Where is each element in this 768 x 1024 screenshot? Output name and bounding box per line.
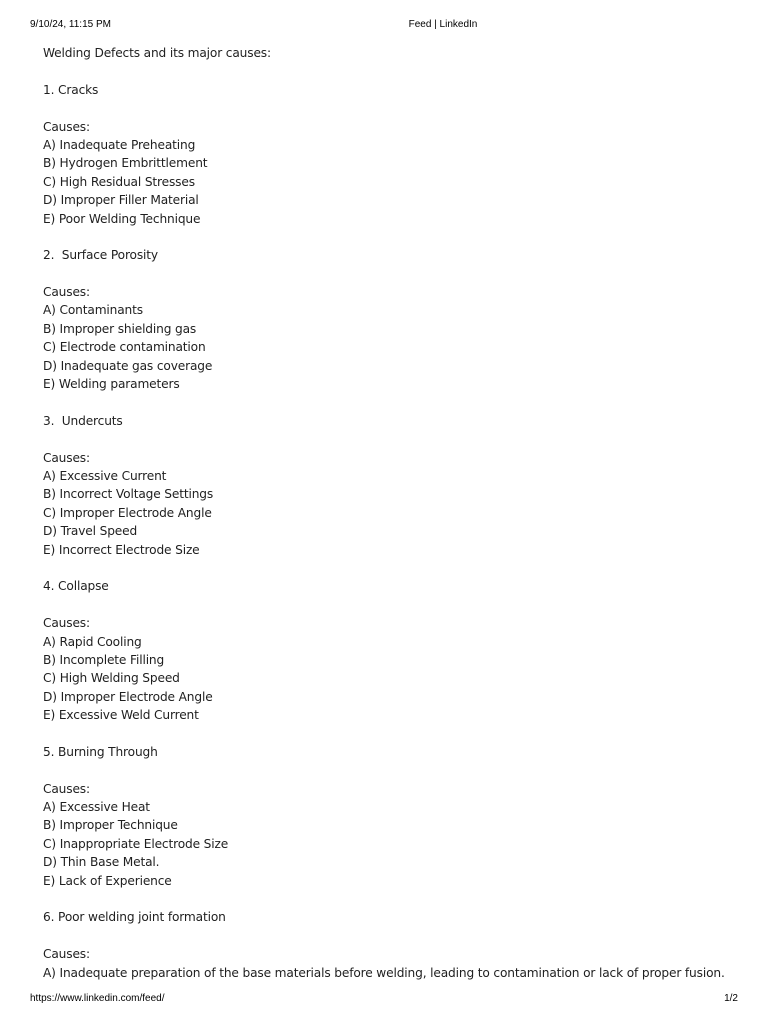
- defect-sections: [43, 81, 743, 982]
- cause-item: E) Lack of Experience: [43, 873, 172, 888]
- print-page-title: Feed | LinkedIn: [408, 19, 478, 30]
- causes-label: Causes:: [43, 947, 90, 962]
- print-footer: [0, 993, 768, 1007]
- cause-item: D) Travel Speed: [43, 524, 138, 539]
- cause-item: E) Incorrect Electrode Size: [43, 542, 200, 557]
- cause-item: D) Improper Filler Material: [43, 193, 199, 208]
- defect-section: [43, 577, 743, 743]
- defect-heading: 6. Poor welding joint formation: [43, 910, 226, 925]
- print-page-number: 1/2: [724, 993, 738, 1004]
- cause-item: D) Thin Base Metal.: [43, 855, 160, 870]
- cause-item: B) Incorrect Voltage Settings: [43, 487, 214, 502]
- defect-heading: 5. Burning Through: [43, 744, 158, 759]
- print-url: https://www.linkedin.com/feed/: [30, 993, 165, 1004]
- cause-item: A) Inadequate Preheating: [43, 137, 196, 152]
- cause-item: B) Improper shielding gas: [43, 321, 197, 336]
- causes-label: Causes:: [43, 285, 90, 300]
- causes-label: Causes:: [43, 616, 90, 631]
- defect-section: [43, 743, 743, 909]
- post-body: [43, 44, 743, 982]
- cause-item: C) Improper Electrode Angle: [43, 505, 212, 520]
- cause-item: D) Inadequate gas coverage: [43, 358, 213, 373]
- cause-item: C) Electrode contamination: [43, 340, 206, 355]
- cause-item: B) Hydrogen Embrittlement: [43, 156, 208, 171]
- cause-item: C) High Residual Stresses: [43, 174, 195, 189]
- defect-heading: 1. Cracks: [43, 82, 99, 97]
- cause-item: A) Excessive Current: [43, 468, 167, 483]
- cause-item: A) Contaminants: [43, 303, 143, 318]
- defect-section: [43, 412, 743, 578]
- defect-heading: 4. Collapse: [43, 579, 109, 594]
- print-datetime: 9/10/24, 11:15 PM: [30, 19, 111, 30]
- defect-section: [43, 908, 743, 982]
- defect-section: [43, 246, 743, 412]
- cause-item: B) Incomplete Filling: [43, 652, 165, 667]
- causes-label: Causes:: [43, 450, 90, 465]
- cause-item: C) Inappropriate Electrode Size: [43, 836, 229, 851]
- post-intro: Welding Defects and its major causes:: [43, 46, 271, 60]
- cause-item: E) Poor Welding Technique: [43, 211, 201, 226]
- defect-section: [43, 81, 743, 247]
- causes-label: Causes:: [43, 119, 90, 134]
- cause-item: C) High Welding Speed: [43, 671, 180, 686]
- cause-item: E) Excessive Weld Current: [43, 708, 199, 723]
- cause-item: A) Excessive Heat: [43, 800, 150, 815]
- cause-item: A) Rapid Cooling: [43, 634, 142, 649]
- cause-item: E) Welding parameters: [43, 377, 180, 392]
- cause-item: B) Improper Technique: [43, 818, 178, 833]
- cause-item: D) Improper Electrode Angle: [43, 689, 213, 704]
- causes-label: Causes:: [43, 781, 90, 796]
- defect-heading: 2. Surface Porosity: [43, 248, 158, 263]
- print-header: [0, 19, 768, 33]
- cause-item: A) Inadequate preparation of the base materials before welding, leading to contamination or lack of proper fusion.: [43, 965, 725, 980]
- defect-heading: 3. Undercuts: [43, 413, 123, 428]
